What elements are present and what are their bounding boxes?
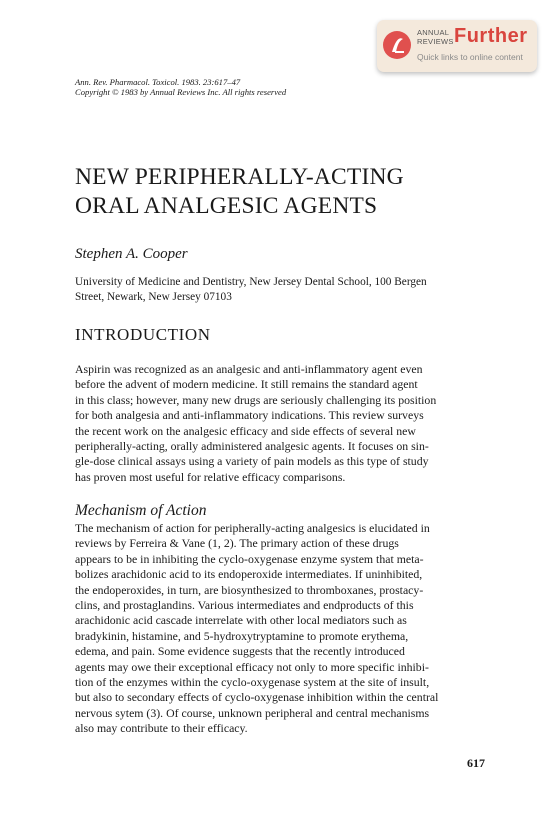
paragraph-line: before the advent of modern medicine. It still remains the standard agent xyxy=(75,377,418,392)
badge-brand xyxy=(417,29,453,46)
paragraph-line: bradykinin, histamine, and 5-hydroxytryptamine to promote erythema, xyxy=(75,628,409,643)
paragraph-line: edema, and pain. Some evidence suggests that the recently introduced xyxy=(75,644,405,659)
mechanism-heading: Mechanism of Action xyxy=(75,502,207,519)
paragraph-line: in this class; however, many new drugs are seriously challenging its position xyxy=(75,392,437,407)
page-number: 617 xyxy=(467,756,485,770)
paragraph-line: agents may owe their exceptional efficacy not only to more specific inhibi- xyxy=(75,659,429,674)
paragraph-line: the endoperoxides, in turn, are biosynthesized to thromboxanes, prostacy- xyxy=(75,582,424,597)
affiliation-line2: Street, Newark, New Jersey 07103 xyxy=(75,291,232,303)
affiliation-line1: University of Medicine and Dentistry, New Jersey Dental School, 100 Bergen xyxy=(75,276,427,288)
badge-further-word: Further xyxy=(454,25,528,47)
paragraph-line: tion of the enzymes within the cyclo-oxygenase system at the site of insult, xyxy=(75,675,430,690)
paragraph-line: also may contribute to their efficacy. xyxy=(75,721,248,736)
paragraph-line: for both analgesia and anti-inflammatory indications. This review surveys xyxy=(75,408,424,423)
paragraph-line: The mechanism of action for peripherally-acting analgesics is elucidated in xyxy=(75,521,430,535)
title-line2: ORAL ANALGESIC AGENTS xyxy=(75,193,378,219)
badge-brand-line1: ANNUAL xyxy=(417,28,450,37)
paragraph-line: bolizes arachidonic acid to its endoperoxide intermediates. If uninhibited, xyxy=(75,567,423,582)
annual-reviews-logo-icon xyxy=(383,31,411,59)
paragraph-line: the recent work on the analgesic efficacy and side effects of several new xyxy=(75,423,416,438)
paragraph-line: peripherally-acting, orally administered analgesic agents. It focuses on sin- xyxy=(75,439,429,454)
badge-brand-line2: REVIEWS xyxy=(417,36,454,46)
paragraph-line: nervous sytem (3). Of course, unknown peripheral and central mechanisms xyxy=(75,705,430,720)
author-affiliation xyxy=(75,275,495,305)
paragraph-line: Aspirin was recognized as an analgesic and anti-inflammatory agent even xyxy=(75,362,423,376)
title-line1: NEW PERIPHERALLY-ACTING xyxy=(75,164,404,190)
paragraph-line: appears to be in inhibiting the cyclo-oxygenase enzyme system that meta- xyxy=(75,551,424,566)
paragraph-line: gle-dose clinical assays using a variety of pain models as this type of study xyxy=(75,454,429,469)
article-title xyxy=(75,163,404,221)
paragraph-line: reviews by Ferreira & Vane (1, 2). The primary action of these drugs xyxy=(75,536,399,551)
introduction-paragraph xyxy=(75,362,487,485)
further-links-badge[interactable] xyxy=(377,20,537,72)
paragraph-line: has proven most useful for relative efficacy comparisons. xyxy=(75,469,346,484)
mechanism-paragraph xyxy=(75,521,487,737)
paragraph-line: but also to secondary effects of cyclo-oxygenase inhibition within the central xyxy=(75,690,439,705)
citation-line2: Copyright © 1983 by Annual Reviews Inc. All rights reserved xyxy=(75,87,287,97)
paragraph-line: arachidonic acid cascade interrelate with other local mediators such as xyxy=(75,613,407,628)
introduction-heading: INTRODUCTION xyxy=(75,325,211,344)
author-name: Stephen A. Cooper xyxy=(75,246,188,262)
paragraph-line: clins, and prostaglandins. Various intermediates and endproducts of this xyxy=(75,598,414,613)
badge-subtitle: Quick links to online content xyxy=(417,52,523,62)
citation xyxy=(75,77,286,97)
citation-line1: Ann. Rev. Pharmacol. Toxicol. 1983. 23:617–47 xyxy=(75,77,241,87)
